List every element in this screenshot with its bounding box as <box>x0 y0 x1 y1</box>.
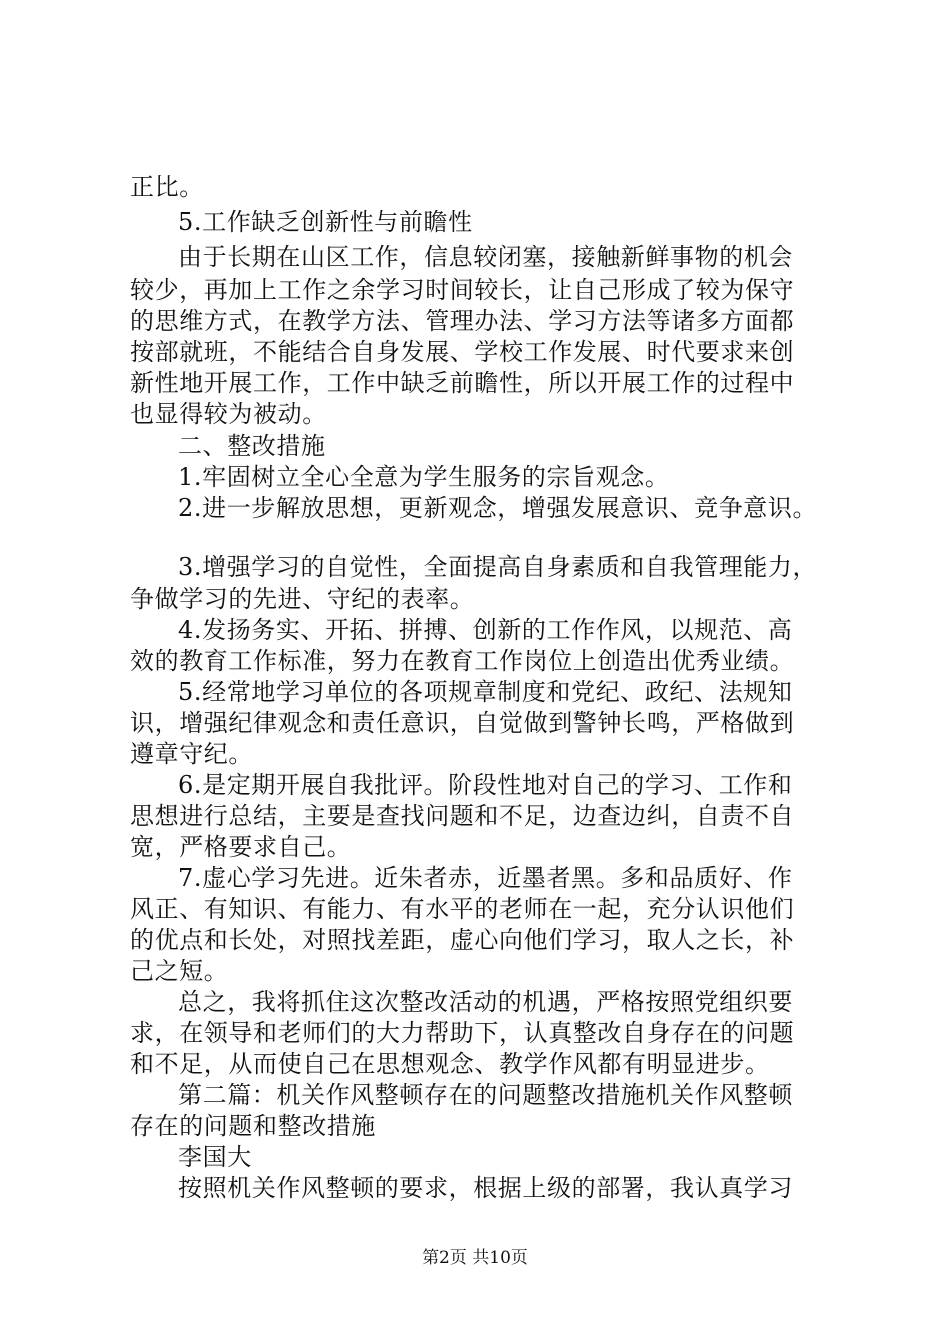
body-text-line: 识，增强纪律观念和责任意识，自觉做到警钟长鸣，严格做到 <box>130 709 795 737</box>
body-text-line: 较少，再加上工作之余学习时间较长，让自己形成了较为保守 <box>130 276 795 304</box>
body-text-line: 思想进行总结，主要是查找问题和不足，边查边纠，自责不自 <box>130 802 795 830</box>
body-text-line: 6.是定期开展自我批评。阶段性地对自己的学习、工作和 <box>178 771 793 799</box>
body-text-line: 5.工作缺乏创新性与前瞻性 <box>178 208 473 236</box>
body-text-line: 宽，严格要求自己。 <box>130 833 352 861</box>
section-heading: 二、整改措施 <box>178 432 326 460</box>
body-text-line: 也显得较为被动。 <box>130 400 327 428</box>
body-text-line: 正比。 <box>130 173 204 201</box>
body-text-line: 4.发扬务实、开拓、拼搏、创新的工作作风，以规范、高 <box>178 616 793 644</box>
body-text-line: 己之短。 <box>130 957 229 985</box>
body-text-line: 按部就班，不能结合自身发展、学校工作发展、时代要求来创 <box>130 338 795 366</box>
page-footer: 第2页 共10页 <box>422 1248 528 1268</box>
body-text-line: 2.进一步解放思想，更新观念，增强发展意识、竞争意识。 <box>178 494 818 522</box>
body-text-line: 由于长期在山区工作，信息较闭塞，接触新鲜事物的机会 <box>178 243 793 271</box>
body-text-line: 按照机关作风整顿的要求，根据上级的部署，我认真学习 <box>178 1174 793 1202</box>
body-text-line: 效的教育工作标准，努力在教育工作岗位上创造出优秀业绩。 <box>130 647 795 675</box>
section-title: 第二篇：机关作风整顿存在的问题整改措施机关作风整顿 <box>178 1081 793 1109</box>
body-text-line: 3.增强学习的自觉性，全面提高自身素质和自我管理能力， <box>178 553 818 581</box>
body-text-line: 5.经常地学习单位的各项规章制度和党纪、政纪、法规知 <box>178 678 793 706</box>
body-text-line: 的思维方式，在教学方法、管理办法、学习方法等诸多方面都 <box>130 307 795 335</box>
body-text-line: 1.牢固树立全心全意为学生服务的宗旨观念。 <box>178 463 670 491</box>
section-title: 存在的问题和整改措施 <box>130 1112 376 1140</box>
body-text-line: 和不足，从而使自己在思想观念、教学作风都有明显进步。 <box>130 1050 770 1078</box>
body-text-line: 风正、有知识、有能力、有水平的老师在一起，充分认识他们 <box>130 895 795 923</box>
body-text-line: 争做学习的先进、守纪的表率。 <box>130 585 475 613</box>
body-text-line: 求，在领导和老师们的大力帮助下，认真整改自身存在的问题 <box>130 1019 795 1047</box>
body-text-line: 7.虚心学习先进。近朱者赤，近墨者黑。多和品质好、作 <box>178 864 793 892</box>
body-text-line: 总之，我将抓住这次整改活动的机遇，严格按照党组织要 <box>178 988 793 1016</box>
body-text-line: 遵章守纪。 <box>130 740 253 768</box>
author-name: 李国大 <box>178 1143 252 1171</box>
body-text-line: 新性地开展工作，工作中缺乏前瞻性，所以开展工作的过程中 <box>130 369 795 397</box>
body-text-line: 的优点和长处，对照找差距，虚心向他们学习，取人之长，补 <box>130 926 795 954</box>
